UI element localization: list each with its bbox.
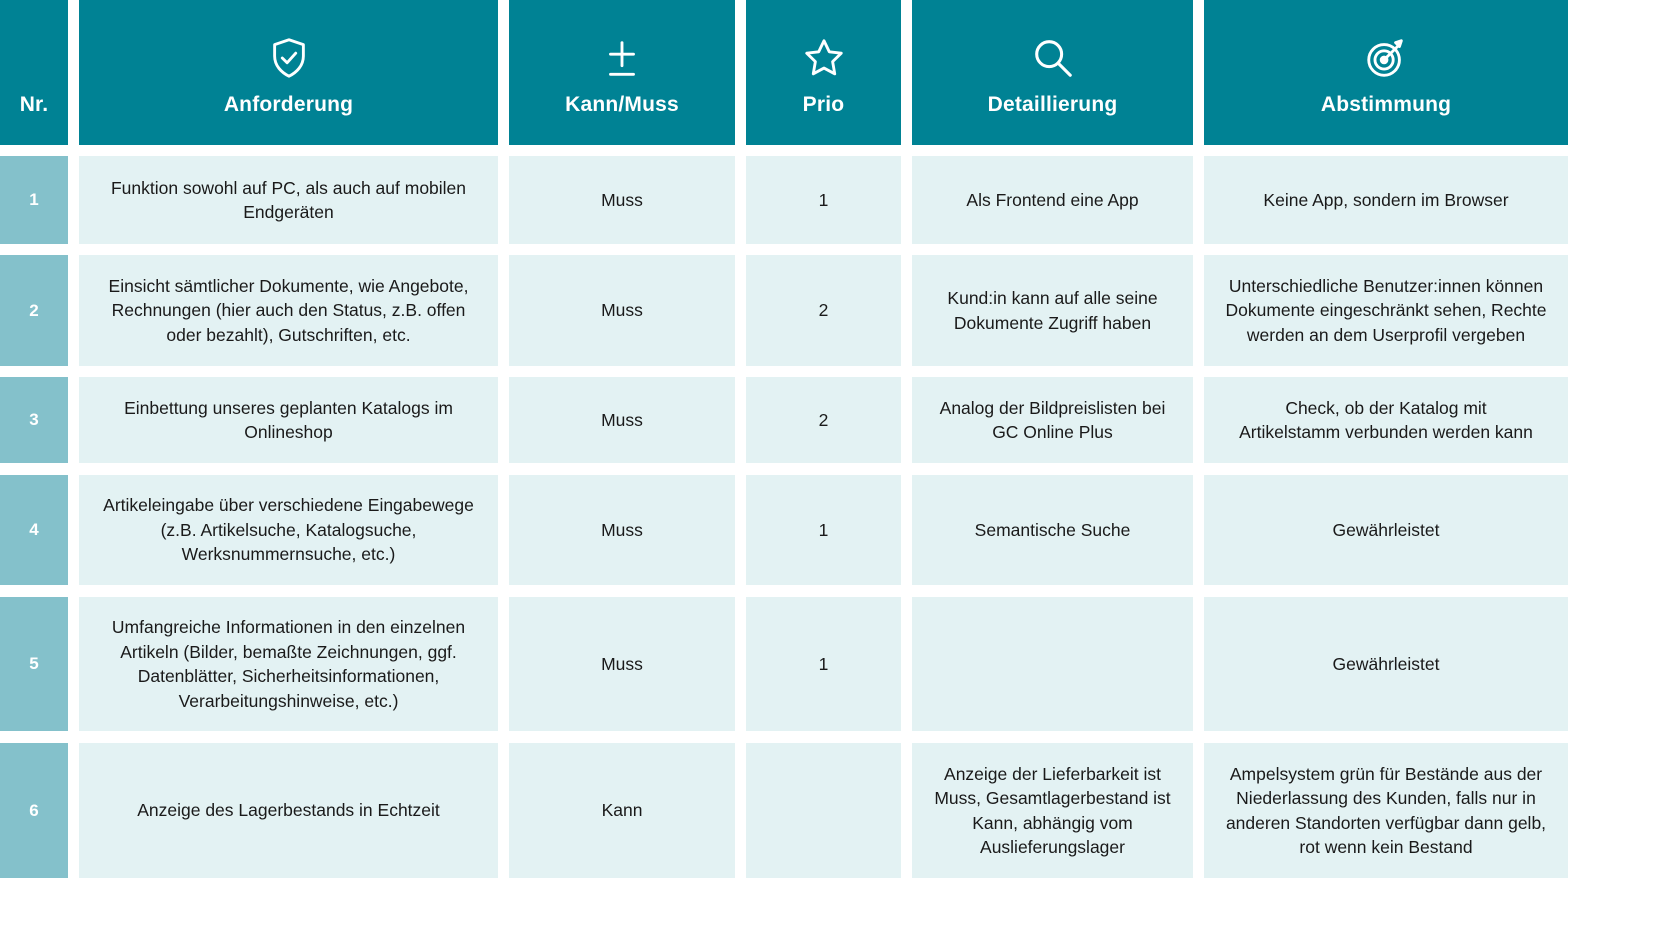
- header-kann-muss-label: Kann/Muss: [565, 93, 679, 116]
- cell-abstimmung-text: Gewährleistet: [1332, 653, 1440, 674]
- cell-kann-muss-text: Muss: [601, 300, 643, 321]
- cell-abstimmung-text: Ampelsystem grün für Bestände aus der Niederlassung des Kunden, falls nur in anderen Standorten verfügbar dann gelb, rot wenn kein Bestand: [1225, 763, 1547, 857]
- plus-minus-icon: [599, 35, 645, 81]
- row-number: [0, 475, 68, 585]
- header-nr-label: Nr.: [19, 93, 49, 116]
- cell-prio: [746, 156, 901, 244]
- cell-kann-muss: [509, 377, 735, 463]
- cell-abstimmung-text: Keine App, sondern im Browser: [1263, 189, 1509, 210]
- header-prio: [746, 0, 901, 145]
- cell-detaillierung-text: Semantische Suche: [974, 519, 1131, 540]
- cell-detaillierung-text: Anzeige der Lieferbarkeit ist Muss, Gesamtlagerbestand ist Kann, abhängig vom Auslieferungslager: [934, 763, 1171, 857]
- cell-detaillierung-text: Als Frontend eine App: [966, 189, 1139, 210]
- cell-prio: [746, 743, 901, 878]
- cell-abstimmung: [1204, 597, 1568, 731]
- row-number: [0, 597, 68, 731]
- shield-check-icon: [266, 35, 312, 81]
- cell-abstimmung: [1204, 743, 1568, 878]
- cell-anforderung: [79, 377, 498, 463]
- cell-anforderung: [79, 255, 498, 366]
- cell-prio-text: 1: [818, 519, 829, 540]
- cell-anforderung-text: Einbettung unseres geplanten Katalogs im Onlineshop: [124, 397, 453, 442]
- table-row: [0, 255, 1568, 366]
- table-row: [0, 743, 1568, 878]
- cell-kann-muss-text: Muss: [601, 409, 643, 430]
- header-prio-label: Prio: [802, 93, 845, 116]
- cell-kann-muss-text: Muss: [601, 653, 643, 674]
- cell-anforderung: [79, 597, 498, 731]
- row-number: [0, 377, 68, 463]
- cell-kann-muss-text: Muss: [601, 519, 643, 540]
- cell-abstimmung-text: Unterschiedliche Benutzer:innen können Dokumente eingeschränkt sehen, Rechte werden an dem Userprofil vergeben: [1225, 275, 1547, 345]
- cell-prio: [746, 597, 901, 731]
- cell-anforderung-text: Einsicht sämtlicher Dokumente, wie Angebote, Rechnungen (hier auch den Status, z.B. offen oder bezahlt), Gutschriften, etc.: [108, 275, 469, 345]
- cell-detaillierung: [912, 475, 1193, 585]
- cell-kann-muss-text: Muss: [601, 189, 643, 210]
- cell-detaillierung: [912, 156, 1193, 244]
- cell-prio-text: 1: [818, 653, 829, 674]
- header-abstimmung: [1204, 0, 1568, 145]
- cell-kann-muss: [509, 475, 735, 585]
- cell-abstimmung: [1204, 377, 1568, 463]
- cell-anforderung: [79, 743, 498, 878]
- cell-anforderung-text: Umfangreiche Informationen in den einzelnen Artikeln (Bilder, bemaßte Zeichnungen, ggf. Datenblätter, Sicherheitsinformationen, Verarbeitungshinweise, etc.): [111, 617, 466, 711]
- row-number-label: 5: [29, 654, 39, 673]
- header-abstimmung-label: Abstimmung: [1320, 93, 1452, 116]
- row-number: [0, 255, 68, 366]
- row-number: [0, 156, 68, 244]
- cell-detaillierung-text: Analog der Bildpreislisten bei GC Online Plus: [939, 397, 1166, 442]
- cell-prio-text: 2: [818, 409, 829, 430]
- header-anforderung: [79, 0, 498, 145]
- cell-prio: [746, 377, 901, 463]
- cell-detaillierung: [912, 743, 1193, 878]
- cell-kann-muss: [509, 255, 735, 366]
- target-icon: [1363, 35, 1409, 81]
- row-number-label: 4: [29, 520, 39, 539]
- header-anforderung-label: Anforderung: [223, 93, 354, 116]
- cell-detaillierung: [912, 255, 1193, 366]
- cell-kann-muss: [509, 743, 735, 878]
- cell-prio: [746, 475, 901, 585]
- cell-abstimmung: [1204, 255, 1568, 366]
- cell-anforderung-text: Artikeleingabe über verschiedene Eingabewege (z.B. Artikelsuche, Katalogsuche, Werksnummernsuche, etc.): [103, 495, 474, 565]
- table-row: [0, 377, 1568, 463]
- cell-kann-muss-text: Kann: [601, 800, 643, 821]
- cell-anforderung-text: Funktion sowohl auf PC, als auch auf mobilen Endgeräten: [110, 177, 467, 222]
- cell-anforderung: [79, 475, 498, 585]
- cell-anforderung-text: Anzeige des Lagerbestands in Echtzeit: [137, 800, 440, 821]
- table-row: [0, 156, 1568, 244]
- cell-detaillierung-text: Kund:in kann auf alle seine Dokumente Zugriff haben: [947, 288, 1158, 333]
- cell-abstimmung: [1204, 475, 1568, 585]
- header-detaillierung: [912, 0, 1193, 145]
- cell-abstimmung: [1204, 156, 1568, 244]
- cell-anforderung: [79, 156, 498, 244]
- table-row: [0, 475, 1568, 585]
- row-number-label: 6: [29, 800, 39, 820]
- header-kann-muss: [509, 0, 735, 145]
- row-number-label: 3: [29, 410, 39, 429]
- header-row: [0, 0, 1568, 145]
- cell-abstimmung-text: Check, ob der Katalog mit Artikelstamm verbunden werden kann: [1239, 397, 1533, 442]
- cell-kann-muss: [509, 156, 735, 244]
- magnifier-icon: [1030, 35, 1076, 81]
- star-icon: [801, 35, 847, 81]
- row-number: [0, 743, 68, 878]
- header-nr: [0, 0, 68, 145]
- cell-detaillierung: [912, 377, 1193, 463]
- cell-abstimmung-text: Gewährleistet: [1332, 519, 1440, 540]
- cell-kann-muss: [509, 597, 735, 731]
- header-detaillierung-label: Detaillierung: [987, 93, 1118, 116]
- cell-detaillierung: [912, 597, 1193, 731]
- row-number-label: 2: [29, 300, 39, 320]
- cell-prio-text: 2: [818, 300, 829, 321]
- table-row: [0, 597, 1568, 731]
- cell-prio: [746, 255, 901, 366]
- row-number-label: 1: [29, 190, 39, 209]
- cell-prio-text: 1: [818, 189, 829, 210]
